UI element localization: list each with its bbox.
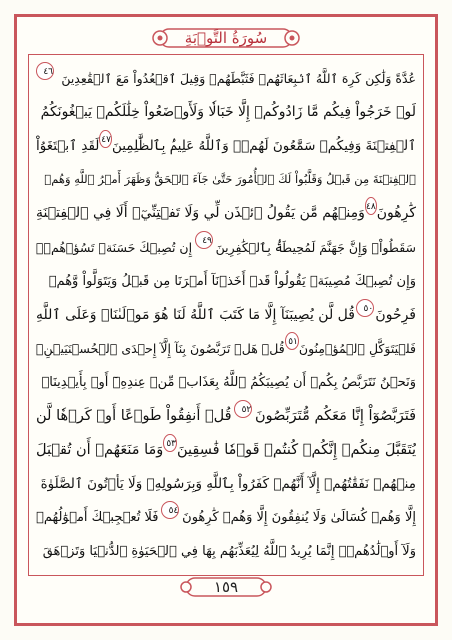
- verse-text-continued: وَمِنۡهُم مَّن يَقُولُ ٱئۡذَن لِّي وَلَا تَفۡتِنِّيٓۚ أَلَا فِي ٱلۡفِتۡنَةِ: [36, 205, 365, 222]
- verse-text: وَلَآ أَوۡلَٰدُهُمۡۚ إِنَّمَا يُرِيدُ ٱللَّهُ لِيُعَذِّبَهُم بِهَا فِي ٱلۡحَيَوٰةِ ٱلدُّنۡيَا وَتَزۡهَقَ: [42, 544, 416, 560]
- text-line: [36, 197, 416, 230]
- verse-text: ٱلۡفِتۡنَةَ مِن قَبۡلُ وَقَلَّبُواْ لَكَ ٱلۡأُمُورَ حَتَّىٰ جَآءَ ٱلۡحَقُّ وَظَهَرَ أَمۡرُ ٱللَّهِ وَهُمۡ: [44, 172, 416, 187]
- quran-text-block: [36, 62, 416, 570]
- ayah-number-marker: ٥٠: [356, 299, 374, 317]
- text-line: [36, 535, 416, 568]
- verse-text: يُتَقَبَّلَ مِنكُمۡ إِنَّكُمۡ كُنتُمۡ قَوۡمٗا فَٰسِقِينَ: [176, 441, 416, 458]
- ayah-number-marker: ٥١: [285, 332, 299, 350]
- text-line: [36, 299, 416, 332]
- ayah-number-marker: ٤٩: [195, 231, 213, 249]
- text-line: [36, 468, 416, 501]
- text-line: [36, 332, 416, 365]
- ayah-number-marker: ٥٢: [234, 400, 252, 418]
- verse-text: وَإِن تُصِبۡكَ مُصِيبَةٞ يَقُولُواْ قَدۡ أَخَذۡنَآ أَمۡرَنَا مِن قَبۡلُ وَيَتَوَلَّواْ وَّهُمۡ: [48, 273, 416, 289]
- verse-text: كَٰرِهُونَ: [376, 205, 416, 222]
- text-line: [36, 231, 416, 264]
- text-line: [36, 501, 416, 534]
- verse-text: فَلۡيَتَوَكَّلِ ٱلۡمُؤۡمِنُونَ: [298, 341, 416, 357]
- verse-text-continued: قُلۡ أَنفِقُواْ طَوۡعًا أَوۡ كَرۡهٗا لَّن: [36, 408, 232, 424]
- text-line: [36, 434, 416, 467]
- verse-text: عُدَّةً وَلَٰكِن كَرِهَ ٱللَّهُ ٱنۢبِعَاثَهُمۡ فَثَبَّطَهُمۡ وَقِيلَ ٱقۡعُدُواْ مَعَ ٱلۡقَٰعِدِينَ: [61, 71, 416, 86]
- text-line: [36, 62, 416, 95]
- page-number: ١٥٩: [213, 578, 239, 596]
- verse-text: ٱلۡفِتۡنَةَ وَفِيكُمۡ سَمَّٰعُونَ لَهُمۡۗ وَٱللَّهُ عَلِيمُۢ بِٱلظَّٰلِمِينَ: [111, 137, 416, 154]
- surah-title: سُورَةُ التَّوۡبَةِ: [184, 29, 268, 47]
- ayah-number-marker: ٤٧: [99, 130, 112, 148]
- verse-text: وَنَحۡنُ نَتَرَبَّصُ بِكُمۡ أَن يُصِيبَكُمُ ٱللَّهُ بِعَذَابٖ مِّنۡ عِندِهِۦٓ أَوۡ بِأَيۡدِينَاۖ: [41, 375, 416, 391]
- verse-text: سَقَطُواْۗ وَإِنَّ جَهَنَّمَ لَمُحِيطَةُۢ بِٱلۡكَٰفِرِينَ: [215, 240, 416, 255]
- verse-text: إِلَّا وَهُمۡ كُسَالَىٰ وَلَا يُنفِقُونَ إِلَّا وَهُمۡ كَٰرِهُونَ: [182, 510, 416, 526]
- verse-text-continued: إِن تُصِبۡكَ حَسَنَةٞ تَسُؤۡهُمۡۖ: [36, 240, 193, 255]
- verse-text: فَرِحُونَ: [375, 306, 416, 323]
- verse-text-continued: فَلَا تُعۡجِبۡكَ أَمۡوَٰلُهُمۡ: [36, 510, 159, 526]
- verse-text-continued: لَقَدِ ٱبۡتَغَوُاْ: [36, 137, 100, 154]
- ayah-number-marker: ٥٣: [163, 434, 177, 452]
- text-line: [36, 400, 416, 433]
- verse-text-continued: قُلۡ هَلۡ تَرَبَّصُونَ بِنَآ إِلَّآ إِحۡدَى ٱلۡحُسۡنَيَيۡنِۖ: [36, 341, 285, 357]
- verse-text: مِنۡهُمۡ نَفَقَٰتُهُمۡ إِلَّآ أَنَّهُمۡ كَفَرُواْ بِٱللَّهِ وَبِرَسُولِهِۦ وَلَا يَأۡتُونَ ٱلصَّلَوٰةَ: [40, 475, 416, 492]
- text-line: [36, 96, 416, 129]
- verse-text-continued: وَمَا مَنَعَهُمۡ أَن تُقۡبَلَ: [36, 441, 164, 458]
- text-line: [36, 163, 416, 196]
- text-line: [36, 366, 416, 399]
- surah-header: [150, 26, 302, 50]
- text-line: [36, 265, 416, 298]
- verse-text: لَوۡ خَرَجُواْ فِيكُم مَّا زَادُوكُمۡ إِلَّا خَبَالٗا وَلَأَوۡضَعُواْ خِلَٰلَكُمۡ يَبۡغُونَكُمُ: [40, 103, 416, 120]
- ayah-number-marker: ٥٤: [161, 501, 179, 519]
- ayah-number-marker: ٤٦: [36, 62, 54, 80]
- verse-text: فَتَرَبَّصُوٓاْ إِنَّا مَعَكُم مُّتَرَبِّصُونَ: [254, 408, 416, 424]
- verse-text-continued: قُل لَّن يُصِيبَنَآ إِلَّا مَا كَتَبَ ٱللَّهُ لَنَا هُوَ مَوۡلَىٰنَاۚ وَعَلَى ٱللَّهِ: [36, 306, 355, 323]
- text-line: [36, 130, 416, 163]
- page-number-footer: [178, 576, 274, 598]
- ayah-number-marker: ٤٨: [365, 197, 377, 215]
